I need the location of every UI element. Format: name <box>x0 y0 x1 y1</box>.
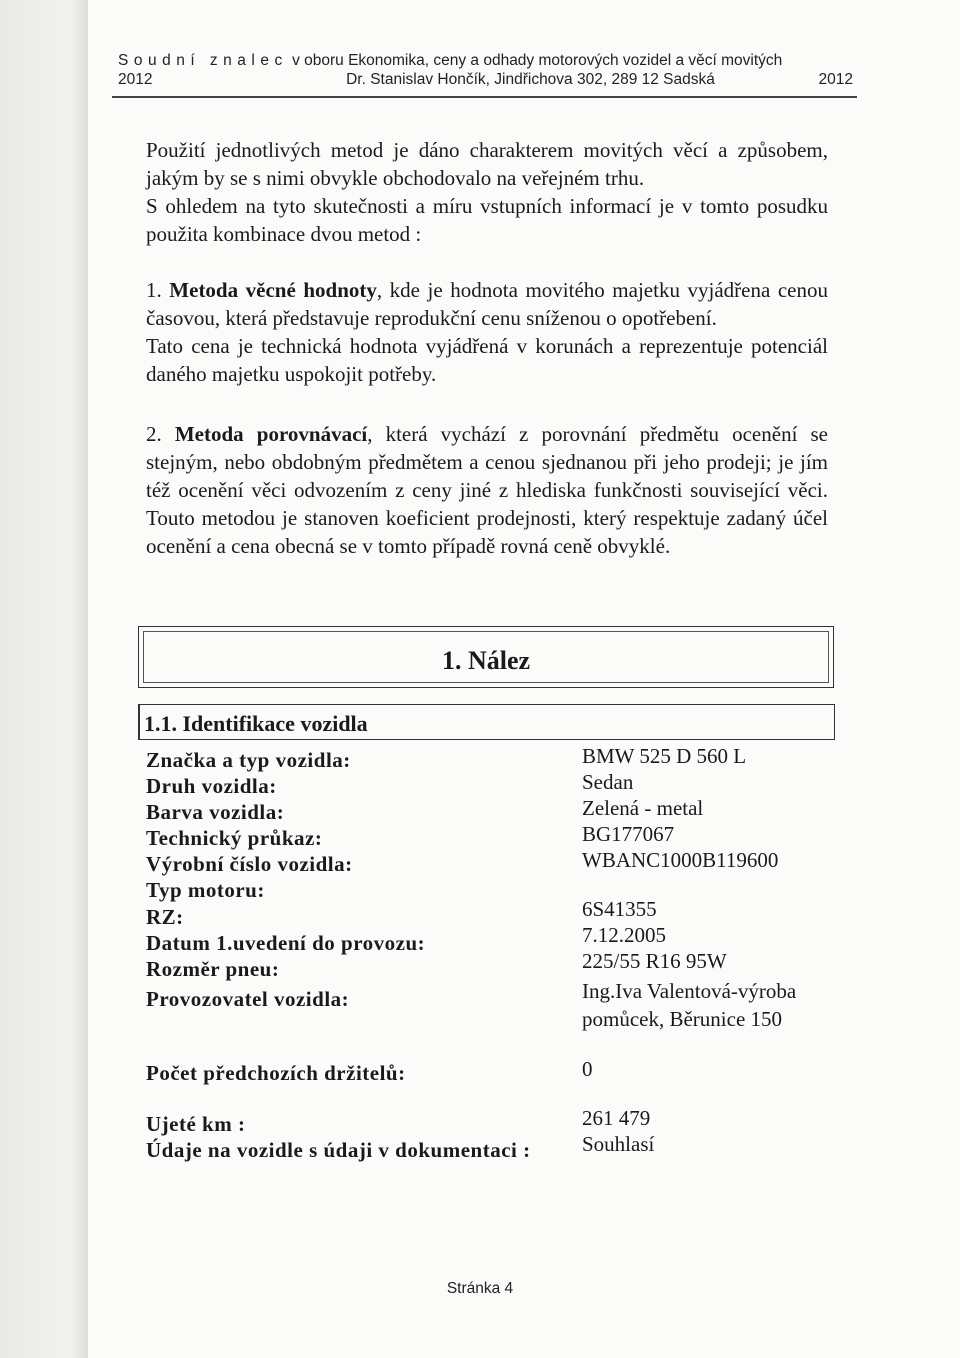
method-1-title: Metoda věcné hodnoty <box>169 278 377 302</box>
field-value-registration-certificate: BG177067 <box>582 822 675 846</box>
header-divider <box>112 96 857 98</box>
method-2-number: 2. <box>146 422 162 446</box>
field-label-registration-certificate: Technický průkaz: <box>146 826 323 850</box>
field-value-first-registration: 7.12.2005 <box>582 923 666 947</box>
field-value-operator: Ing.Iva Valentová-výroba <box>582 979 797 1003</box>
page-number: Stránka 4 <box>446 1280 514 1297</box>
field-value-plate: 6S41355 <box>582 897 657 921</box>
intro-paragraph-2: S ohledem na tyto skutečnosti a míru vstupních informací je v tomto posudku použita kombinace dvou metod : <box>146 194 828 246</box>
header-address: Dr. Stanislav Hončík, Jindřichova 302, 289 12 Sadská <box>346 71 715 88</box>
field-value-data-match: Souhlasí <box>582 1132 655 1156</box>
section-title: 1. Nález <box>441 646 531 675</box>
intro-section <box>146 136 828 248</box>
method-1-text: , kde je hodnota movitého majetku vyjádřena cenou časovou, která představuje reprodukční cenu sníženou o opotřebení. <box>146 278 828 330</box>
field-label-previous-owners: Počet předchozích držitelů: <box>146 1061 406 1085</box>
field-value-vin: WBANC1000B119600 <box>582 848 779 872</box>
method-2-section <box>146 420 828 560</box>
header-expert-title: Soudní znalec <box>118 52 288 69</box>
subsection-heading-box <box>138 704 835 740</box>
field-value-operator-line2: pomůcek, Běrunice 150 <box>582 1007 783 1031</box>
method-1-paragraph <box>146 276 828 332</box>
scan-left-margin <box>0 0 88 1358</box>
field-label-make-model: Značka a typ vozidla: <box>146 748 351 772</box>
method-1-section <box>146 276 828 388</box>
field-value-color: Zelená - metal <box>582 796 704 820</box>
field-label-vin: Výrobní číslo vozidla: <box>146 852 353 876</box>
method-1-paragraph-2: Tato cena je technická hodnota vyjádřená v korunách a reprezentuje potenciál daného majetku uspokojit potřeby. <box>146 334 828 386</box>
field-label-engine-type: Typ motoru: <box>146 878 265 902</box>
section-heading-inner-border <box>143 631 829 683</box>
section-heading-box <box>138 626 834 688</box>
page-header <box>118 52 853 89</box>
method-2-title: Metoda porovnávací <box>174 422 368 446</box>
method-2-paragraph <box>146 420 828 560</box>
page-footer <box>0 1280 960 1298</box>
field-label-tire-size: Rozměr pneu: <box>146 957 280 981</box>
field-label-color: Barva vozidla: <box>146 800 285 824</box>
field-label-data-match: Údaje na vozidle s údaji v dokumentaci : <box>146 1138 531 1162</box>
header-field-of-expertise: v oboru Ekonomika, ceny a odhady motorových vozidel a věcí movitých <box>292 52 783 69</box>
field-label-first-registration: Datum 1.uvedení do provozu: <box>146 931 426 955</box>
method-2-text: , která vychází z porovnání předmětu ocenění se stejným, nebo obdobným předmětem a cenou sjednanou při jeho prodeji; je jím též ocenění věci odvozením z ceny jiné z hlediska funkčnosti související věci. Touto metodou je stanoven koeficient prodejnosti, který respektuje zadaný účel ocenění a cena obecná se v tomto případě rovná ceně obvyklé. <box>146 422 828 558</box>
field-label-plate: RZ: <box>146 905 184 929</box>
field-label-mileage: Ujeté km : <box>146 1112 246 1136</box>
header-year-left: 2012 <box>118 71 153 88</box>
field-label-operator: Provozovatel vozidla: <box>146 987 350 1011</box>
field-value-vehicle-type: Sedan <box>582 770 634 794</box>
subsection-title: 1.1. Identifikace vozidla <box>144 711 368 736</box>
field-label-vehicle-type: Druh vozidla: <box>146 774 277 798</box>
field-value-previous-owners: 0 <box>582 1057 593 1081</box>
field-value-mileage: 261 479 <box>582 1106 651 1130</box>
field-value-tire-size: 225/55 R16 95W <box>582 949 727 973</box>
field-value-make-model: BMW 525 D 560 L <box>582 744 747 768</box>
method-1-number: 1. <box>146 278 162 302</box>
header-year-right: 2012 <box>818 71 853 88</box>
header-line1 <box>118 52 782 70</box>
intro-paragraph-1: Použití jednotlivých metod je dáno charakterem movitých věcí a způsobem, jakým by se s nimi obvykle obchodovalo na veřejném trhu. <box>146 138 828 190</box>
